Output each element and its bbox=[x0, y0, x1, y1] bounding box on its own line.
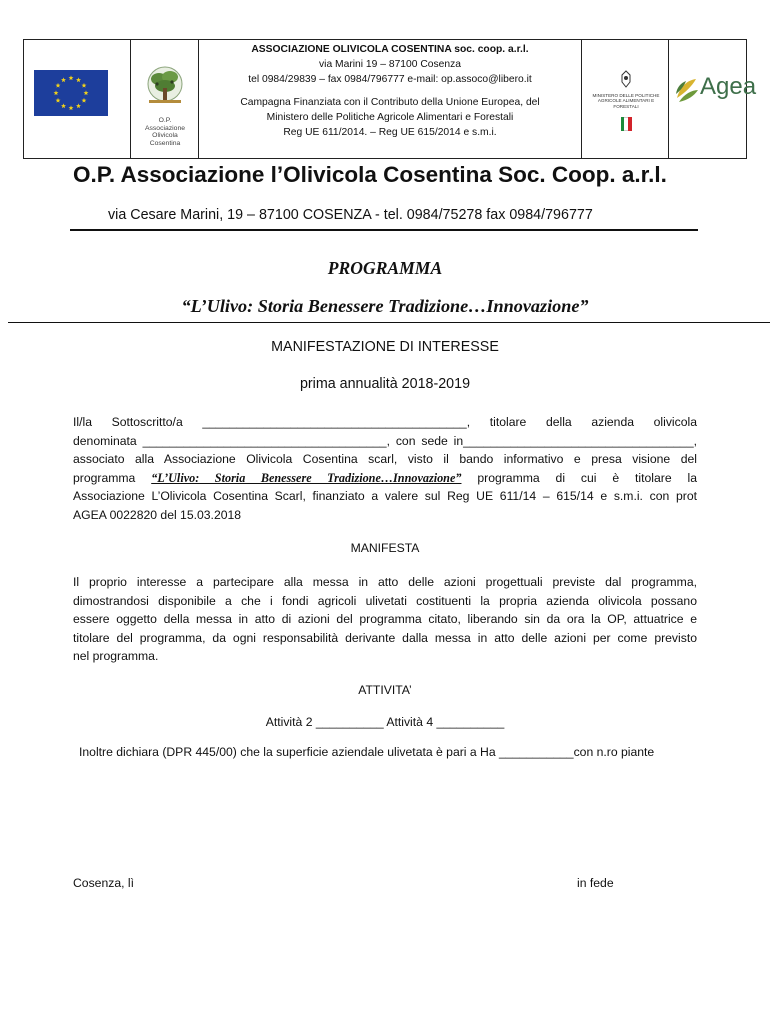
interest-line: titolare del programma, da ogni responsabilità derivante dalla messa in atto delle azioni per come previsto bbox=[73, 630, 697, 645]
eu-logo-cell bbox=[24, 40, 131, 158]
attivita-heading: ATTIVITA’ bbox=[358, 683, 412, 697]
title-divider bbox=[70, 229, 698, 231]
declaration-line: Associazione L’Olivicola Cosentina Scarl, finanziato a valere sul Reg UE 611/14 – 615/14 e s.m.i. con prot bbox=[73, 489, 697, 504]
op-logo-cell bbox=[131, 40, 199, 158]
section-divider bbox=[8, 322, 770, 323]
attivita-fields: Attività 2 __________ Attività 4 __________ bbox=[265, 715, 505, 729]
manifesta-heading: MANIFESTA bbox=[350, 541, 420, 555]
olive-tree-icon bbox=[145, 64, 185, 112]
annualita-heading: prima annualità 2018-2019 bbox=[299, 376, 471, 392]
interest-paragraph bbox=[73, 573, 697, 666]
header-campaign-line3: Reg UE 611/2014. – Reg UE 615/2014 e s.m.i. bbox=[283, 127, 497, 139]
declaration-line: associato alla Associazione Olivicola Cosentina scarl, visto il bando informativo e presa visione del bbox=[73, 452, 697, 467]
ministry-logo-cell bbox=[582, 40, 669, 158]
ministry-emblem-icon bbox=[620, 70, 632, 88]
interest-line: Il proprio interesse a partecipare alla messa in atto delle azioni progettuali previste dal programma, bbox=[73, 575, 697, 589]
interest-line: dimostrandosi disponibile a che i fondi agricoli ulivetati costituenti la propria azienda olivicola possano bbox=[73, 593, 697, 608]
surface-declaration: Inoltre dichiara (DPR 445/00) che la superficie aziendale ulivetata è pari a Ha ___________con n.ro piante bbox=[79, 745, 655, 759]
declaration-line: AGEA 0022820 del 15.03.2018 bbox=[73, 507, 242, 522]
header-info-cell bbox=[199, 40, 582, 158]
header-campaign-line2: Ministero delle Politiche Agricole Alimentari e Forestali bbox=[266, 111, 514, 123]
agea-leaf-icon bbox=[674, 76, 700, 106]
ministry-logo bbox=[586, 70, 666, 131]
header-contact-line: tel 0984/29839 – fax 0984/796777 e-mail: op.assoco@libero.it bbox=[248, 74, 532, 86]
declaration-paragraph bbox=[73, 413, 697, 525]
op-logo-line3: Olivicola Cosentina bbox=[149, 132, 181, 147]
org-address: via Cesare Marini, 19 – 87100 COSENZA - tel. 0984/75278 fax 0984/796777 bbox=[108, 207, 593, 223]
op-logo-line1: O.P. bbox=[158, 117, 172, 124]
header-org-line: ASSOCIAZIONE OLIVICOLA COSENTINA soc. coop. a.r.l. bbox=[251, 44, 529, 55]
declaration-text: programma di cui è titolare la bbox=[461, 470, 697, 485]
eu-flag-icon bbox=[34, 70, 108, 116]
programma-subtitle: “L’Ulivo: Storia Benessere Tradizione…Innovazione” bbox=[181, 296, 589, 316]
programma-title-inline: “L’Ulivo: Storia Benessere Tradizione…Innovazione” bbox=[151, 470, 462, 485]
agea-logo-cell bbox=[669, 40, 757, 158]
interest-line: nel programma. bbox=[73, 649, 159, 664]
declaration-line bbox=[73, 469, 697, 488]
agea-logo bbox=[674, 73, 757, 106]
declaration-text: programma bbox=[73, 470, 152, 485]
declaration-line: denominata ____________________________________, con sede in__________________________________, bbox=[73, 433, 697, 448]
header-address-line: via Marini 19 – 87100 Cosenza bbox=[319, 59, 461, 71]
op-logo bbox=[137, 64, 193, 154]
programma-title: PROGRAMMA bbox=[327, 258, 443, 278]
italian-flag-icon bbox=[621, 117, 632, 131]
org-title: O.P. Associazione l’Olivicola Cosentina Soc. Coop. a.r.l. bbox=[73, 162, 667, 187]
declaration-line: Il/la Sottoscritto/a _______________________________________, titolare della azienda olivicola bbox=[73, 415, 697, 429]
ministry-text: MINISTERO DELLE POLITICHE AGRICOLE ALIMENTARI E FORESTALI bbox=[592, 93, 660, 109]
interest-line: essere oggetto della messa in atto di azioni del programma citato, liberando sin da ora la OP, attuatrice e bbox=[73, 612, 697, 627]
place-date-label: Cosenza, lì bbox=[73, 876, 134, 890]
op-logo-line2: Associazione bbox=[144, 124, 186, 132]
agea-text: Agea bbox=[700, 73, 757, 100]
in-fede-label: in fede bbox=[577, 876, 614, 890]
header-table bbox=[23, 39, 757, 159]
header-campaign-line1: Campagna Finanziata con il Contributo della Unione Europea, del bbox=[240, 96, 540, 108]
manifestazione-heading: MANIFESTAZIONE DI INTERESSE bbox=[271, 339, 499, 355]
